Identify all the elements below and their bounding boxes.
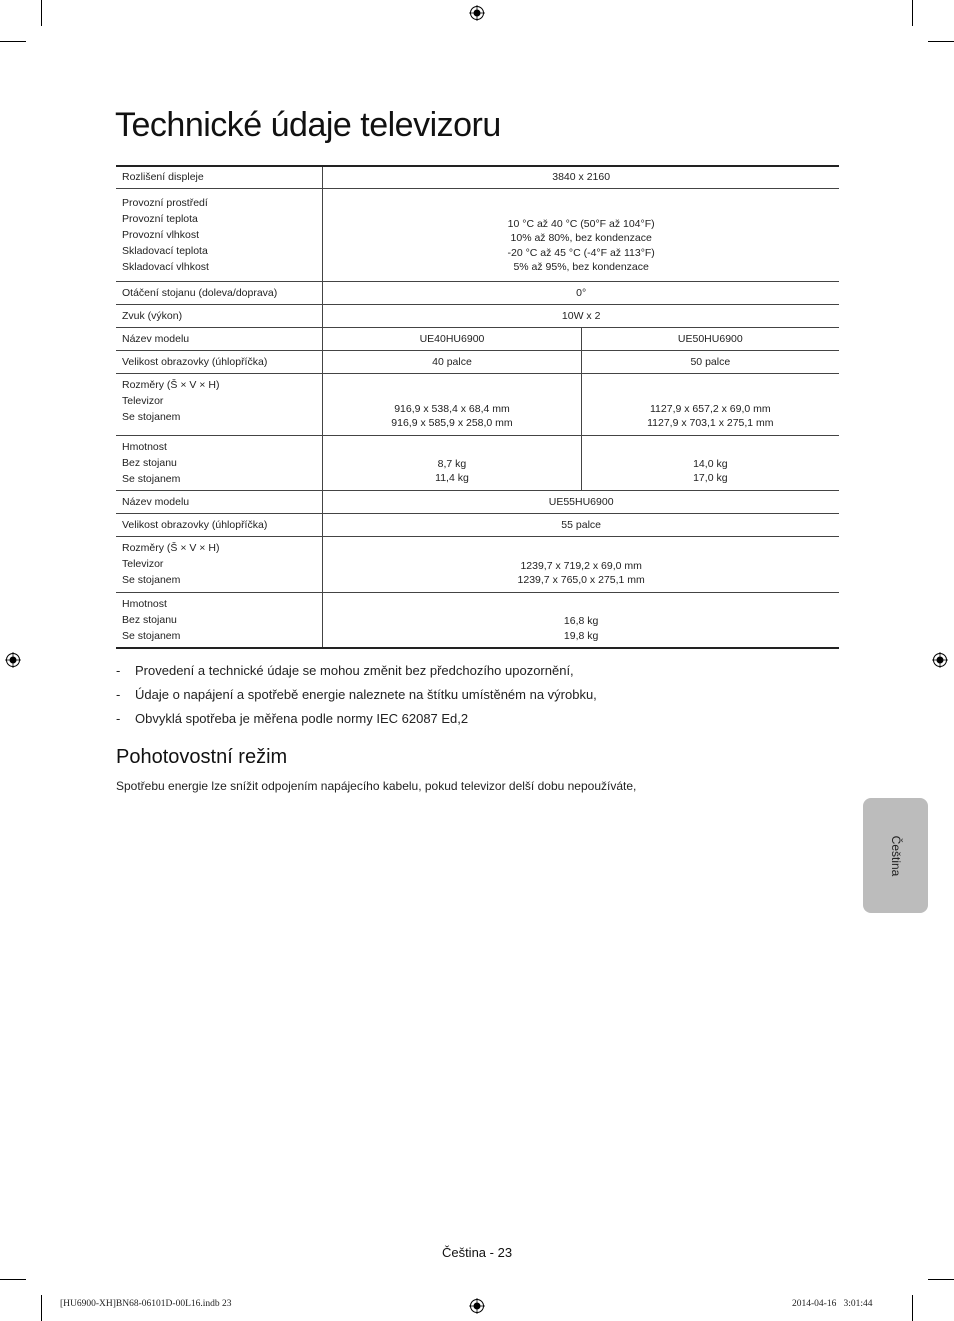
table-row [116, 513, 839, 536]
table-row [116, 188, 839, 281]
row-value: 0° [323, 281, 839, 304]
row-value: 16,8 kg 19,8 kg [323, 592, 839, 648]
row-value: 1127,9 x 657,2 x 69,0 mm 1127,9 x 703,1 x 275,1 mm [581, 373, 839, 435]
row-value: 40 palce [323, 350, 581, 373]
row-label: Otáčení stojanu (doleva/doprava) [116, 281, 323, 304]
row-label: Zvuk (výkon) [116, 304, 323, 327]
row-value: UE55HU6900 [323, 490, 839, 513]
page-number: Čeština - 23 [441, 1245, 513, 1260]
row-label: Provozní prostředí Provozní teplota Provozní vlhkost Skladovací teplota Skladovací vlhkost [116, 188, 323, 281]
row-label: Název modelu [116, 327, 323, 350]
table-row [116, 166, 839, 188]
row-value: 14,0 kg 17,0 kg [581, 435, 839, 490]
table-row [116, 304, 839, 327]
crop-mark [912, 0, 913, 26]
row-value: 10W x 2 [323, 304, 839, 327]
registration-mark-icon [5, 652, 21, 668]
language-side-tab [863, 798, 928, 913]
crop-mark [912, 1295, 913, 1321]
spec-table [116, 165, 839, 649]
section-heading: Pohotovostní režim [116, 746, 288, 768]
row-value: 55 palce [323, 513, 839, 536]
row-value: 50 palce [581, 350, 839, 373]
crop-mark [928, 41, 954, 42]
table-row [116, 327, 839, 350]
registration-mark-icon [469, 5, 485, 21]
row-label: Hmotnost Bez stojanu Se stojanem [116, 592, 323, 648]
side-tab-label: Čeština [888, 835, 903, 876]
crop-mark [41, 1295, 42, 1321]
row-value: 1239,7 x 719,2 x 69,0 mm 1239,7 x 765,0 x 275,1 mm [323, 536, 839, 592]
row-value: 3840 x 2160 [552, 171, 611, 184]
crop-mark [41, 0, 42, 26]
list-item: - Obvyklá spotřeba je měřena podle normy IEC 62087 Ed,2 [116, 711, 469, 726]
row-label: Rozměry (Š × V × H) Televizor Se stojanem [116, 536, 323, 592]
row-value: 10 °C až 40 °C (50°F až 104°F) 10% až 80%, bez kondenzace -20 °C až 45 °C (-4°F až 113°F) 5% až 95%, bez kondenzace [323, 188, 839, 281]
table-row [116, 350, 839, 373]
table-row [116, 373, 839, 435]
table-row [116, 435, 839, 490]
row-value: 916,9 x 538,4 x 68,4 mm 916,9 x 585,9 x 258,0 mm [323, 373, 581, 435]
row-value: 8,7 kg 11,4 kg [323, 435, 581, 490]
page-title: Technické údaje televizoru [115, 106, 501, 144]
row-label: Název modelu [116, 490, 323, 513]
row-label: Rozlišení displeje [116, 166, 323, 188]
crop-mark [928, 1279, 954, 1280]
row-value: UE50HU6900 [581, 327, 839, 350]
row-label: Velikost obrazovky (úhlopříčka) [116, 350, 323, 373]
crop-mark [0, 1279, 26, 1280]
list-item: - Údaje o napájení a spotřebě energie naleznete na štítku umístěném na výrobku, [116, 687, 597, 702]
crop-mark [0, 41, 26, 42]
row-label: Velikost obrazovky (úhlopříčka) [116, 513, 323, 536]
row-label: Rozměry (Š × V × H) Televizor Se stojanem [116, 373, 323, 435]
footer-file: [HU6900-XH]BN68-06101D-00L16.indb 23 [60, 1299, 232, 1309]
registration-mark-icon [932, 652, 948, 668]
row-label: Hmotnost Bez stojanu Se stojanem [116, 435, 323, 490]
table-row [116, 592, 839, 648]
table-row [116, 490, 839, 513]
table-row [116, 281, 839, 304]
registration-mark-icon [469, 1298, 485, 1314]
footer-timestamp: 2014-04-16 3:01:44 [792, 1299, 873, 1309]
table-row [116, 536, 839, 592]
row-value: UE40HU6900 [323, 327, 581, 350]
section-text: Spotřebu energie lze snížit odpojením napájecího kabelu, pokud televizor delší dobu nepoužíváte, [116, 779, 637, 793]
list-item: - Provedení a technické údaje se mohou změnit bez předchozího upozornění, [116, 663, 574, 678]
